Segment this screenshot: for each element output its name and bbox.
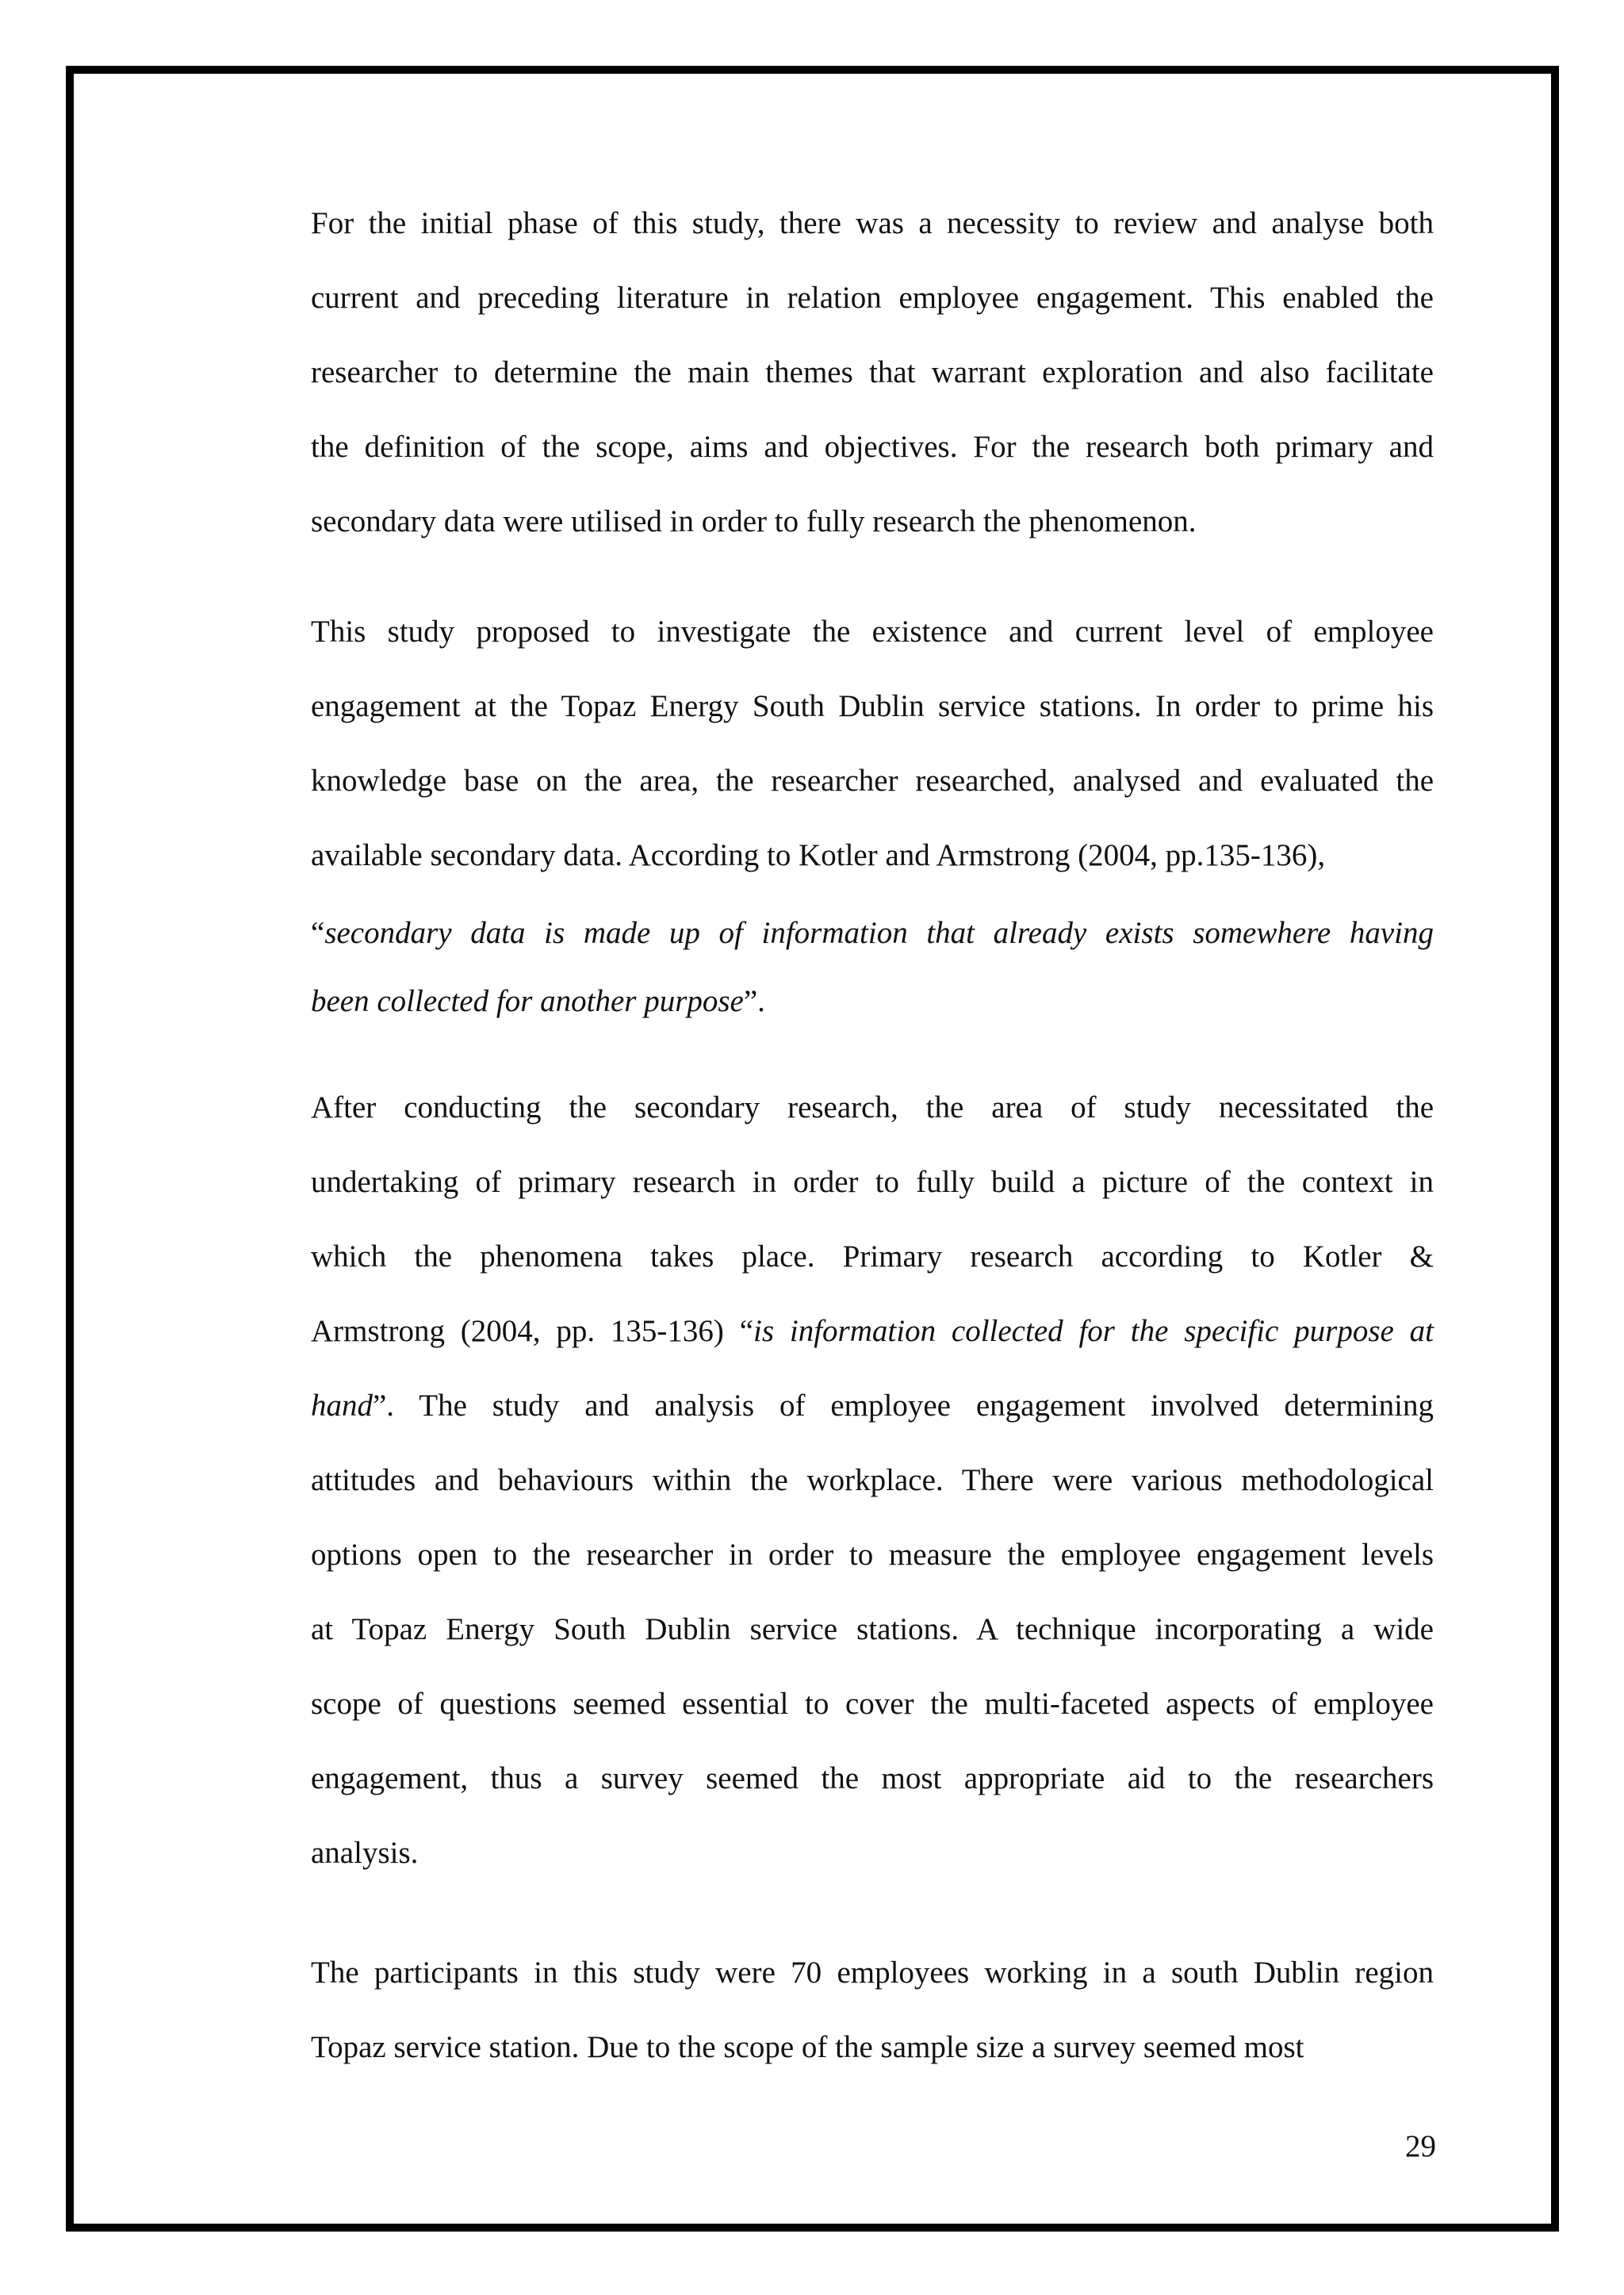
text-line: the definition of the scope, aims and objectives. For the research both primary and <box>311 430 1434 464</box>
text-line: available secondary data. According to Kotler and Armstrong (2004, pp.135-136), <box>311 838 1326 872</box>
text-line: researcher to determine the main themes that warrant exploration and also facilitate <box>311 355 1434 389</box>
text-line: options open to the researcher in order to measure the employee engagement levels <box>311 1538 1434 1572</box>
text-line: secondary data were utilised in order to fully research the phenomenon. <box>311 504 1197 538</box>
text-line <box>311 1294 1434 1369</box>
text-line: knowledge base on the area, the researcher researched, analysed and evaluated the <box>311 764 1434 798</box>
paragraph-3 <box>311 1071 1434 1891</box>
page-number: 29 <box>1405 2129 1436 2163</box>
quote-text: been collected for another purpose <box>311 984 744 1018</box>
paragraph-4 <box>311 1936 1434 2085</box>
text-line: The participants in this study were 70 employees working in a south Dublin region <box>311 1956 1434 1990</box>
text-line: engagement at the Topaz Energy South Dublin service stations. In order to prime his <box>311 689 1434 723</box>
text-line: Topaz service station. Due to the scope of the sample size a survey seemed most <box>311 2030 1304 2064</box>
quotation <box>311 899 1434 1036</box>
text-line: at Topaz Energy South Dublin service stations. A technique incorporating a wide <box>311 1612 1434 1646</box>
text-line: analysis. <box>311 1836 419 1870</box>
quote-line-2 <box>311 967 1434 1036</box>
open-quote-mark: “ <box>311 916 325 950</box>
text-line <box>311 1369 1434 1443</box>
text-line: scope of questions seemed essential to cover the multi-faceted aspects of employee <box>311 1687 1434 1721</box>
text-line: attitudes and behaviours within the workplace. There were various methodological <box>311 1463 1434 1497</box>
quote-text: secondary data is made up of information that already exists somewhere having <box>324 916 1434 950</box>
italic-quote: hand <box>311 1389 373 1423</box>
text-line: undertaking of primary research in order to fully build a picture of the context in <box>311 1165 1434 1199</box>
quote-line-1 <box>311 899 1434 967</box>
text-line: which the phenomena takes place. Primary research according to Kotler & <box>311 1239 1434 1274</box>
close-quote-mark: ”. <box>743 984 765 1018</box>
text-line: After conducting the secondary research, the area of study necessitated the <box>311 1090 1434 1125</box>
text-segment: Armstrong (2004, pp. 135-136) “ <box>311 1314 754 1348</box>
paragraph-2 <box>311 595 1434 893</box>
text-segment: ”. The study and analysis of employee engagement involved determining <box>373 1389 1434 1423</box>
paragraph-1 <box>311 186 1434 559</box>
text-line: This study proposed to investigate the existence and current level of employee <box>311 615 1434 649</box>
text-line: For the initial phase of this study, there was a necessity to review and analyse both <box>311 206 1434 240</box>
italic-quote: is information collected for the specific purpose at <box>753 1314 1434 1348</box>
text-line: engagement, thus a survey seemed the most appropriate aid to the researchers <box>311 1761 1434 1795</box>
text-line: current and preceding literature in relation employee engagement. This enabled the <box>311 281 1434 315</box>
